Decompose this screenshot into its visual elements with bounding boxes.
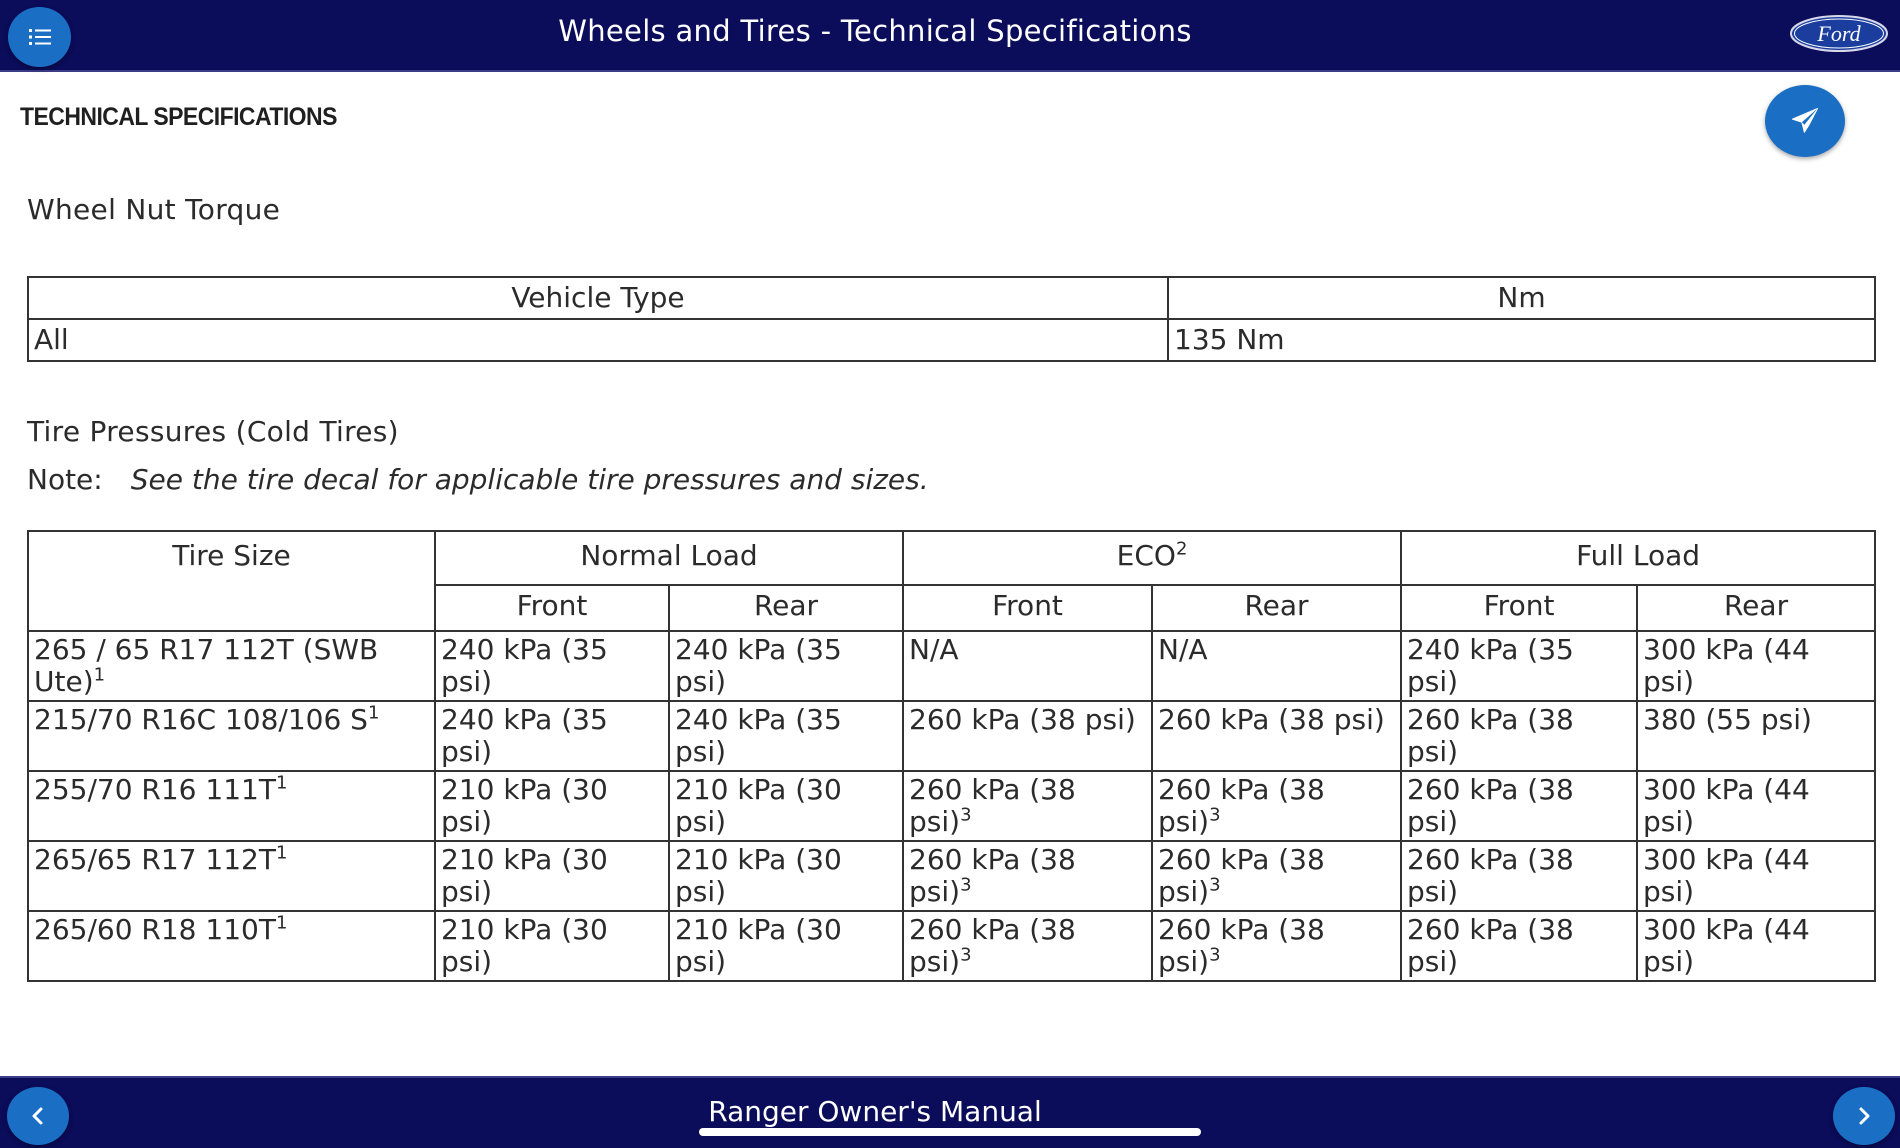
- pressure-cell: 260 kPa (38 psi): [1401, 911, 1637, 981]
- paper-plane-icon: [1790, 106, 1820, 136]
- pressure-cell: 260 kPa (38 psi)$^3$: [903, 911, 1152, 981]
- pressure-cell: 260 kPa (38 psi)$^3$: [1152, 771, 1401, 841]
- svg-text:Ford: Ford: [1817, 21, 1861, 46]
- pressure-cell: 240 kPa (35 psi): [669, 631, 903, 701]
- chevron-right-icon: [1856, 1106, 1872, 1126]
- table-body: [28, 631, 1875, 981]
- column-header: Rear: [1637, 585, 1875, 631]
- column-group-header: Full Load: [1401, 531, 1875, 585]
- tire-size-cell: 265/65 R17 $112T^1$: [28, 841, 435, 911]
- bottom-app-bar: [0, 1076, 1900, 1148]
- column-header: Front: [903, 585, 1152, 631]
- pressure-cell: 260 kPa (38 psi)$^3$: [1152, 841, 1401, 911]
- torque-table: [27, 276, 1876, 362]
- table-row: [28, 771, 1875, 841]
- manual-title: Ranger Owner's Manual: [708, 1095, 1042, 1128]
- note-text: See the tire decal for applicable tire pressures and sizes.: [130, 463, 929, 496]
- column-group-header: ECO$^2$: [903, 531, 1401, 585]
- home-indicator[interactable]: [699, 1128, 1201, 1136]
- pressure-cell: 300 kPa (44 psi): [1637, 911, 1875, 981]
- table-row: [28, 701, 1875, 771]
- pressure-cell: 300 kPa (44 psi): [1637, 841, 1875, 911]
- column-header: Rear: [1152, 585, 1401, 631]
- pressure-heading: Tire Pressures (Cold Tires): [27, 415, 399, 448]
- pressure-cell: 380 (55 psi): [1637, 701, 1875, 771]
- column-header: Front: [435, 585, 669, 631]
- pressure-cell: N/A: [903, 631, 1152, 701]
- column-header: Tire Size: [28, 531, 435, 631]
- tire-size-cell: 215/70 R16C 108/106 $S^1$: [28, 701, 435, 771]
- tire-pressure-table: [27, 530, 1876, 982]
- pressure-cell: 260 kPa (38 psi): [1401, 701, 1637, 771]
- top-app-bar: [0, 0, 1900, 72]
- pressure-cell: 240 kPa (35 psi): [1401, 631, 1637, 701]
- pressure-cell: 210 kPa (30 psi): [435, 911, 669, 981]
- column-header: Nm: [1168, 277, 1875, 319]
- pressure-cell: 210 kPa (30 psi): [435, 771, 669, 841]
- column-header: Vehicle Type: [28, 277, 1168, 319]
- table-row: [28, 841, 1875, 911]
- pressure-cell: 240 kPa (35 psi): [435, 701, 669, 771]
- table-cell: All: [28, 319, 1168, 361]
- next-page-button[interactable]: [1833, 1087, 1895, 1145]
- share-button[interactable]: [1765, 85, 1845, 157]
- column-header: Front: [1401, 585, 1637, 631]
- tire-size-cell: 265/60 R18 $110T^1$: [28, 911, 435, 981]
- pressure-cell: 260 kPa (38 psi): [1152, 701, 1401, 771]
- pressure-cell: 260 kPa (38 psi)$^3$: [1152, 911, 1401, 981]
- pressure-cell: 260 kPa (38 psi)$^3$: [903, 771, 1152, 841]
- torque-heading: Wheel Nut Torque: [27, 193, 281, 226]
- column-group-header: Normal Load: [435, 531, 903, 585]
- pressure-cell: 210 kPa (30 psi): [435, 841, 669, 911]
- section-title: TECHNICAL SPECIFICATIONS: [20, 103, 337, 131]
- table-row: [28, 631, 1875, 701]
- tire-size-cell: 255/70 R16 $111T^1$: [28, 771, 435, 841]
- pressure-cell: 240 kPa (35 psi): [669, 701, 903, 771]
- table-header-row: [28, 277, 1875, 319]
- pressure-cell: 260 kPa (38 psi): [1401, 841, 1637, 911]
- pressure-cell: 260 kPa (38 psi): [1401, 771, 1637, 841]
- tire-size-cell: 265 / 65 R17 112T (SWB Ute)$^1$: [28, 631, 435, 701]
- table-row: [28, 911, 1875, 981]
- table-row: [28, 319, 1875, 361]
- pressure-cell: 210 kPa (30 psi): [669, 911, 903, 981]
- pressure-cell: 300 kPa (44 psi): [1637, 631, 1875, 701]
- note: [27, 463, 929, 496]
- table-cell: 135 Nm: [1168, 319, 1875, 361]
- page-title: Wheels and Tires - Technical Specifications: [558, 14, 1192, 48]
- pressure-cell: 240 kPa (35 psi): [435, 631, 669, 701]
- column-header: Rear: [669, 585, 903, 631]
- table-header-row: [28, 531, 1875, 585]
- pressure-cell: 210 kPa (30 psi): [669, 771, 903, 841]
- pressure-cell: 260 kPa (38 psi)$^3$: [903, 841, 1152, 911]
- ford-logo: [1789, 14, 1889, 53]
- pressure-cell: 210 kPa (30 psi): [669, 841, 903, 911]
- pressure-cell: 260 kPa (38 psi): [903, 701, 1152, 771]
- pressure-cell: 300 kPa (44 psi): [1637, 771, 1875, 841]
- pressure-cell: N/A: [1152, 631, 1401, 701]
- note-label: Note:: [27, 463, 103, 496]
